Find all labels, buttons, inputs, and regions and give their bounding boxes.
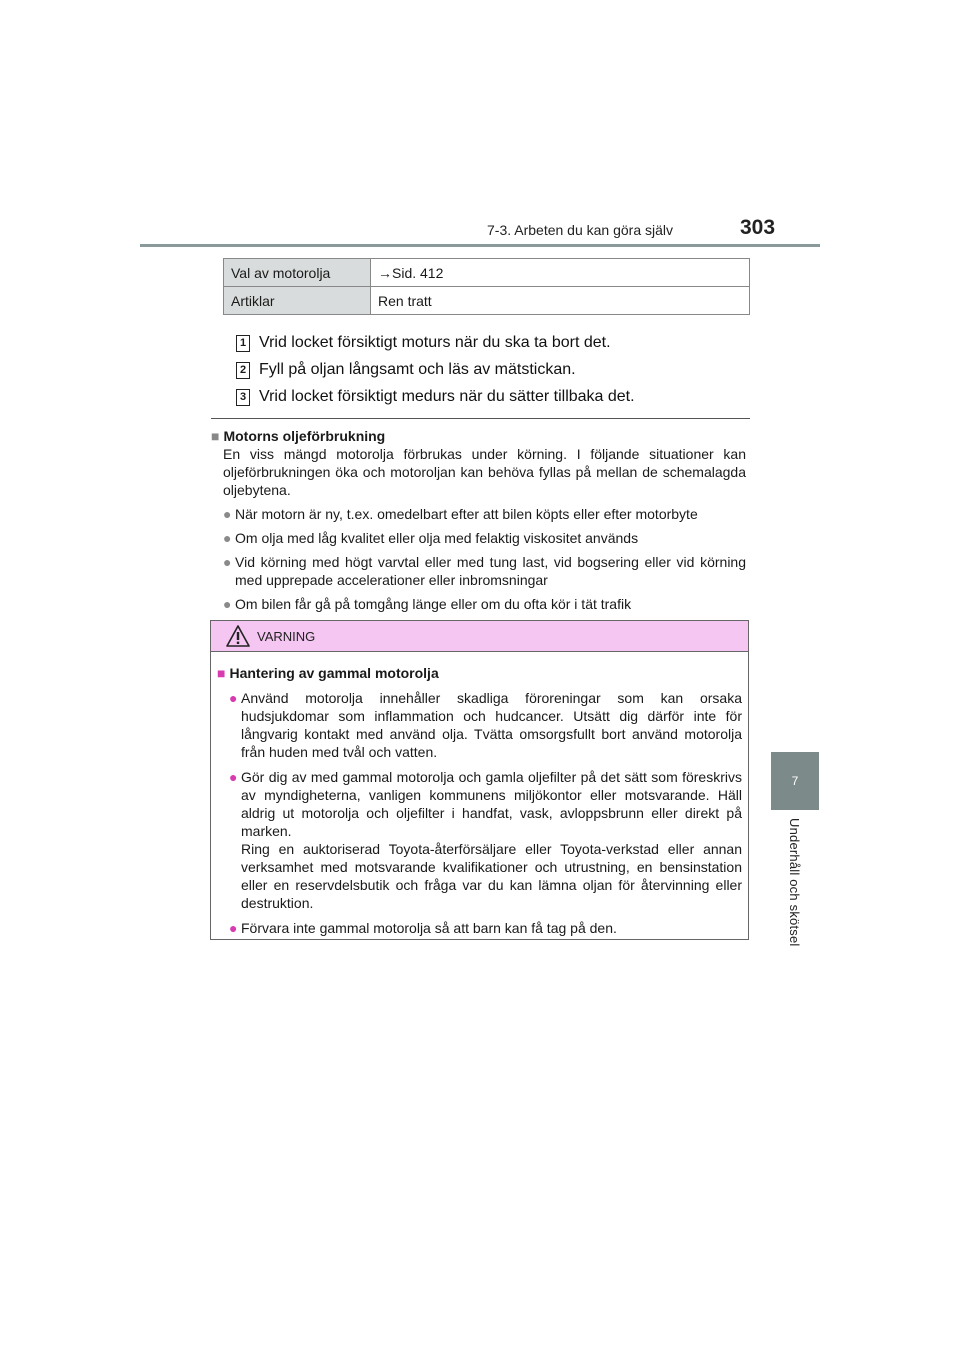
- list-item: ● Vid körning med högt varvtal eller med tung last, vid bogsering eller vid körning med upprepade accelerationer eller inbromsningar: [223, 554, 746, 588]
- list-item: ● Använd motorolja innehåller skadliga föroreningar som kan orsaka hudsjukdomar som inflammation och hudcancer. Utsätt dig därför inte för långvarig kontakt med använd olja. Tvätta omsorgsfullt bort använd motorolja från huden med tvål och vatten.: [229, 690, 742, 760]
- step-text: Vrid locket försiktigt moturs när du ska ta bort det.: [259, 334, 611, 351]
- step-text: Vrid locket försiktigt medurs när du sätter tillbaka det.: [259, 388, 635, 405]
- step-number: 3: [236, 389, 250, 406]
- table-row: [224, 287, 750, 315]
- warning-box: [210, 620, 749, 940]
- step-number: 1: [236, 335, 250, 352]
- section-header: 7-3. Arbeten du kan göra själv: [487, 222, 674, 238]
- warning-header: [211, 621, 748, 652]
- warning-triangle-icon: [226, 625, 250, 647]
- chapter-number: 7: [791, 774, 799, 788]
- section-title: ■ Motorns oljeförbrukning: [211, 428, 386, 444]
- info-table: [223, 258, 750, 315]
- table-row: [224, 259, 750, 287]
- bullet-icon: ●: [223, 554, 232, 570]
- table-value: →Sid. 412: [371, 259, 750, 287]
- bullet-icon: ●: [223, 530, 232, 546]
- bullet-icon: ●: [223, 506, 232, 522]
- square-bullet-icon: ■: [211, 428, 220, 444]
- section-divider: [211, 418, 750, 419]
- list-item: ● Om bilen får gå på tomgång länge eller om du ofta kör i tät trafik: [223, 596, 632, 612]
- oil-consumption-section: [211, 427, 746, 613]
- header-divider: [140, 244, 820, 247]
- list-item: ● Om olja med låg kvalitet eller olja med felaktig viskositet används: [223, 530, 639, 546]
- bullet-icon: ●: [229, 769, 238, 785]
- bullet-icon: ●: [229, 690, 238, 706]
- page-number: 303: [740, 216, 776, 239]
- step-text: Fyll på oljan långsamt och läs av mätstickan.: [259, 361, 576, 378]
- step-item: [236, 330, 635, 356]
- step-item: [236, 357, 635, 383]
- list-item: ● När motorn är ny, t.ex. omedelbart efter att bilen köpts eller efter motorbyte: [223, 506, 698, 522]
- square-bullet-icon: ■: [217, 665, 226, 681]
- list-item: [229, 768, 742, 912]
- warning-label: VARNING: [257, 628, 316, 644]
- list-item: ● Förvara inte gammal motorolja så att barn kan få tag på den.: [229, 920, 617, 936]
- bullet-icon: ●: [229, 920, 238, 936]
- warning-body: [211, 652, 748, 937]
- step-list: [236, 330, 635, 410]
- chapter-label: Underhåll och skötsel: [787, 818, 802, 947]
- warning-title: ■ Hantering av gammal motorolja: [217, 665, 439, 681]
- section-intro: En viss mängd motorolja förbrukas under körning. I följande situationer kan oljeförbrukningen öka och motoroljan kan behöva fyllas på mellan de schemalagda oljebytena.: [223, 446, 746, 498]
- list-item-text: Gör dig av med gammal motorolja och gamla oljefilter på det sätt som föreskrivs av myndigheterna, vanligen kommunens miljökontor eller motsvarande. Häll aldrig ut motorolja och oljefilter i handfat, vask, avloppsbrunn eller direkt på marken.: [241, 769, 742, 839]
- step-item: [236, 384, 635, 410]
- table-key: Val av motorolja: [224, 259, 371, 287]
- table-key: Artiklar: [224, 287, 371, 315]
- step-number: 2: [236, 362, 250, 379]
- table-value: Ren tratt: [371, 287, 750, 315]
- list-item-text: Ring en auktoriserad Toyota-återförsäljare eller Toyota-verkstad eller annan verksamhet med motsvarande kvalifikationer och utrustning, en bensinstation eller en reservdelsbutik och fråga var du kan lämna oljan för återvinning eller destruktion.: [241, 841, 742, 911]
- chapter-tab: [771, 752, 819, 810]
- bullet-icon: ●: [223, 596, 232, 612]
